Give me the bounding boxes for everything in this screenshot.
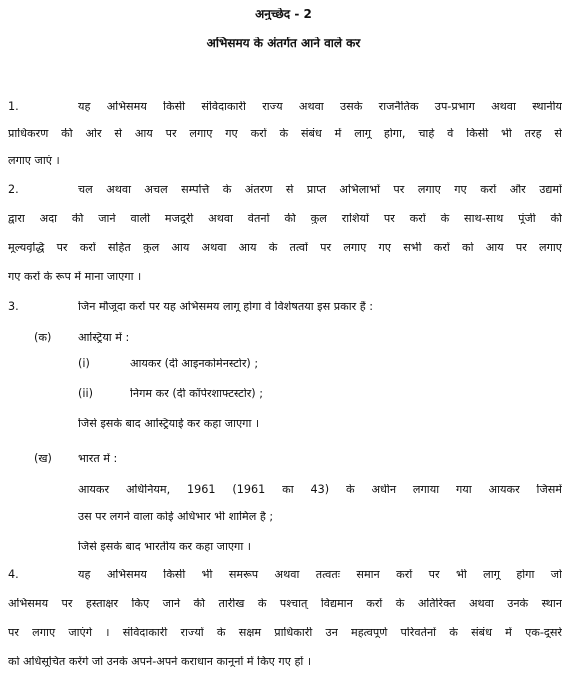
- subsection-label: (क): [34, 332, 52, 344]
- paragraph-number: 2.: [8, 184, 19, 196]
- paragraph-number: 3.: [8, 301, 19, 313]
- paragraph-line: प्राधिकरण की ओर से आय पर लगाए गए करों के संबंध में लागू होगा, चाहे वे किसी भी तरह से: [8, 128, 562, 140]
- paragraph-number: 4.: [8, 569, 19, 581]
- item-label: (ii): [78, 388, 93, 400]
- paragraph-line: गए करों के रूप में माना जाएगा ।: [8, 271, 142, 283]
- subsection-heading: आस्ट्रिया में :: [78, 332, 130, 344]
- item-label: (i): [78, 358, 90, 370]
- paragraph-line: यह अभिसमय किसी संविदाकारी राज्य अथवा उसके राजनैतिक उप-प्रभाग अथवा स्थानीय: [78, 101, 562, 113]
- paragraph-line: चल अथवा अचल सम्पत्ति के अंतरण से प्राप्त अभिलाभों पर लगाए गए करों और उद्यमों: [78, 184, 562, 196]
- paragraph-line: पर लगाए जाएंगे । संविदाकारी राज्यों के सक्षम प्राधिकारी उन महत्वपूर्ण परिवर्तनों के संबंध में एक-दूसरे: [8, 627, 562, 639]
- item-text: आयकर (दी आइनकोमेनस्टोर) ;: [130, 358, 259, 370]
- paragraph-line: जिन मौजूदा करों पर यह अभिसमय लागू होगा वे विशेषतया इस प्रकार हैं :: [78, 301, 374, 313]
- paragraph-line: द्वारा अदा की जाने वाली मजदूरी अथवा वेतनों की कुल राशियों पर करों के साथ-साथ पूंजी की: [8, 213, 562, 225]
- paragraph-line: मूल्यवृद्धि पर करों सहित कुल आय अथवा आय के तत्वों पर लगाए गए सभी करों को आय पर लगाए: [8, 242, 562, 254]
- item-text: निगम कर (दी कॉर्परशाफ्टस्टोर) ;: [130, 388, 263, 400]
- article-heading: अनुच्छेद - 2: [255, 8, 312, 20]
- paragraph-line: अभिसमय पर हस्ताक्षर किए जाने की तारीख के पश्चात् विद्यमान करों के अतिरिक्त अथवा उनके स्थान: [8, 598, 562, 610]
- section-title: अभिसमय के अंतर्गत आने वाले कर: [206, 37, 361, 49]
- paragraph-line: लगाए जाएं ।: [8, 155, 60, 167]
- paragraph-line: को अधिसूचित करेंगे जो उनके अपने-अपने कराधान कानूनों में किए गए हों ।: [8, 656, 312, 668]
- paragraph-line: उस पर लगने वाला कोई अधिभार भी शामिल है ;: [78, 511, 274, 523]
- subsection-label: (ख): [34, 453, 52, 465]
- subsection-closing: जिसे इसके बाद आस्ट्रियाई कर कहा जाएगा ।: [78, 418, 260, 430]
- paragraph-line: आयकर अधिनियम, 1961 (1961 का 43) के अधीन लगाया गया आयकर जिसमें: [78, 484, 562, 496]
- subsection-heading: भारत में :: [78, 453, 118, 465]
- paragraph-number: 1.: [8, 101, 19, 113]
- paragraph-line: यह अभिसमय किसी भी समरूप अथवा तत्वतः समान करों पर भी लागू होगा जो: [78, 569, 562, 581]
- subsection-closing: जिसे इसके बाद भारतीय कर कहा जाएगा ।: [78, 541, 252, 553]
